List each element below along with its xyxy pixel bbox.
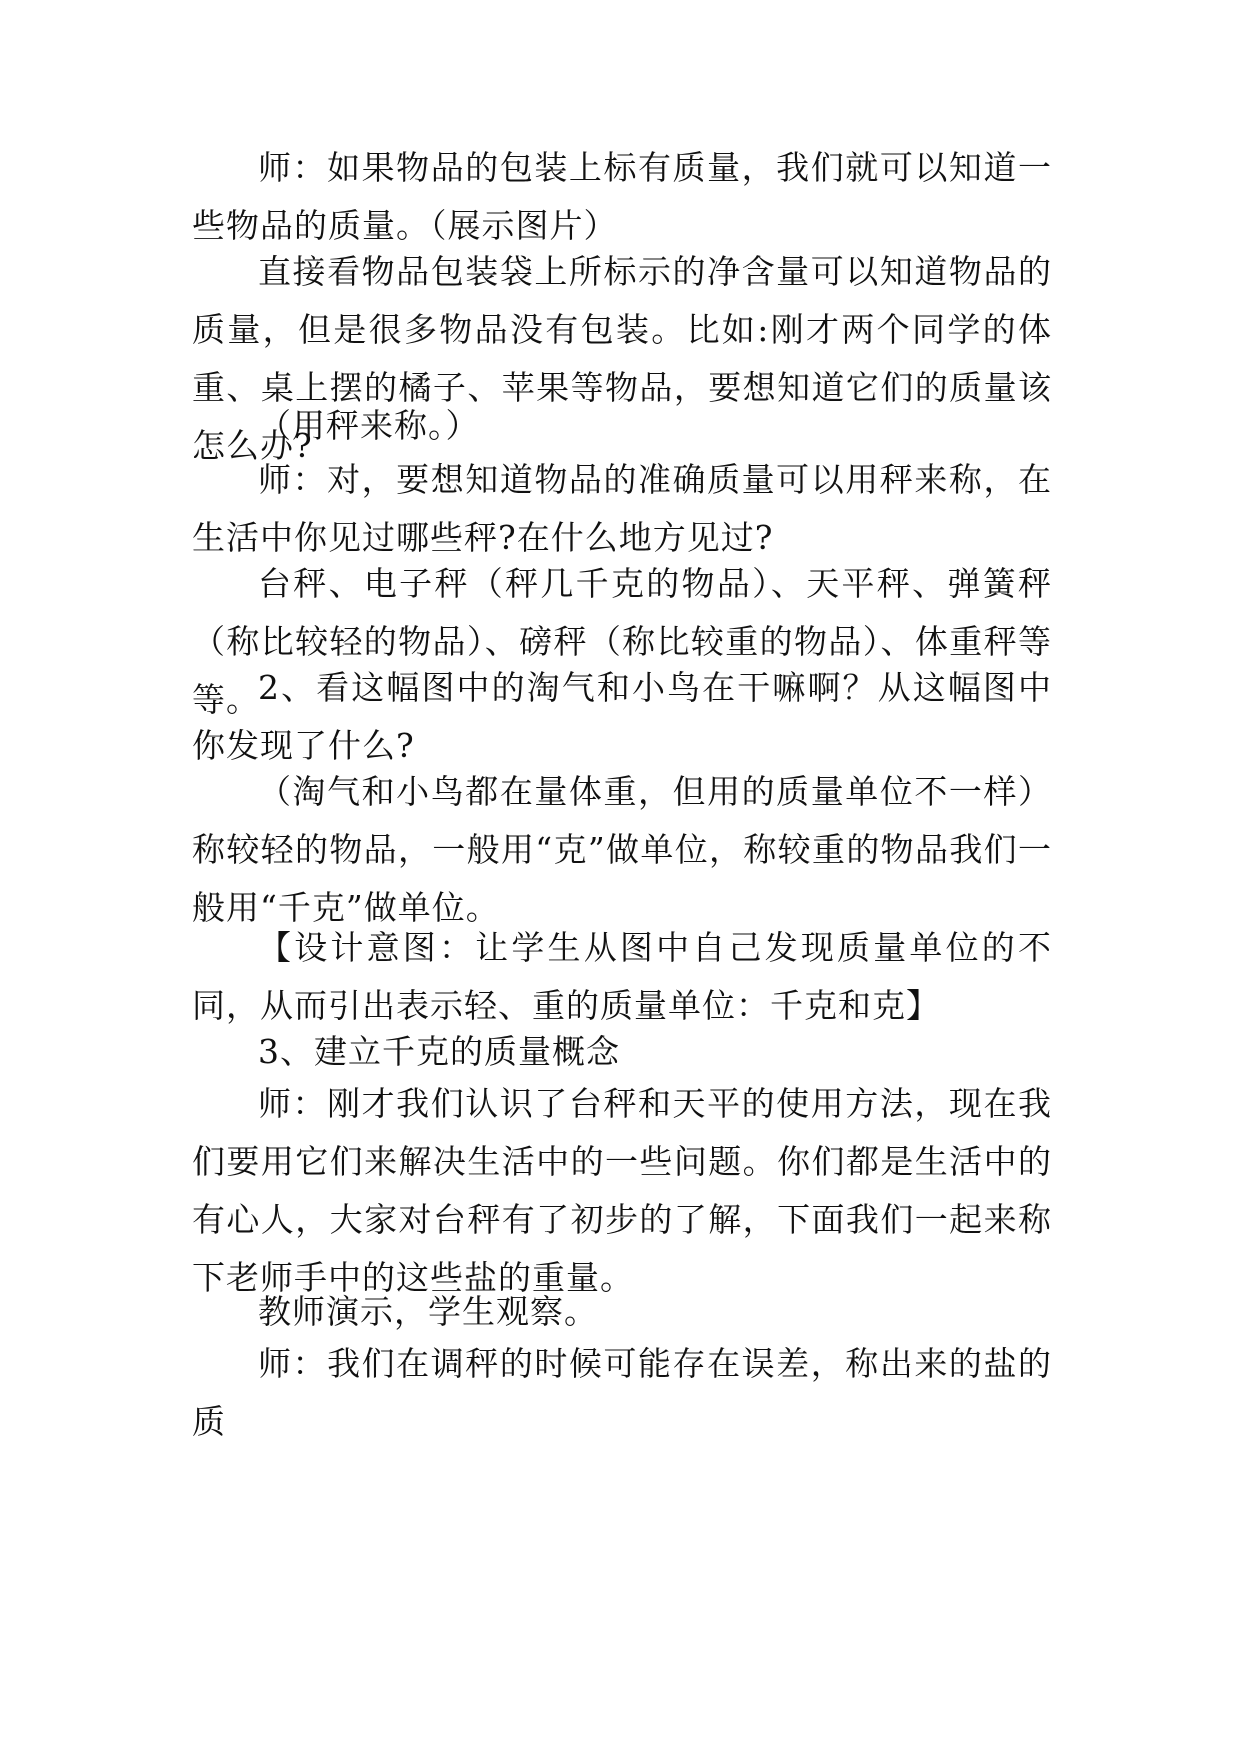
paragraph: 师：刚才我们认识了台秤和天平的使用方法，现在我们要用它们来解决生活中的一些问题。你们都是生活中的有心人，大家对台秤有了初步的了解，下面我们一起来称下老师手中的这些盐的重量。 (192, 1084, 1052, 1297)
paragraph: 2、看这幅图中的淘气和小鸟在干嘛啊？从这幅图中你发现了什么? (192, 668, 1052, 765)
paragraph: 师：如果物品的包装上标有质量，我们就可以知道一些物品的质量。（展示图片） (192, 148, 1052, 245)
paragraph: （用秤来称。） (258, 406, 480, 445)
paragraph: 直接看物品包装袋上所标示的净含量可以知道物品的质量，但是很多物品没有包装。比如:刚才两个同学的体重、桌上摆的橘子、苹果等物品，要想知道它们的质量该怎么办? (192, 252, 1052, 465)
paragraph: （淘气和小鸟都在量体重，但用的质量单位不一样）称较轻的物品，一般用“克”做单位，称较重的物品我们一般用“千克”做单位。 (192, 772, 1052, 927)
design-intent-note: 【设计意图：让学生从图中自己发现质量单位的不同，从而引出表示轻、重的质量单位：千克和克】 (192, 928, 1052, 1025)
paragraph: 教师演示，学生观察。 (258, 1292, 598, 1331)
paragraph: 师：对，要想知道物品的准确质量可以用秤来称，在生活中你见过哪些秤?在什么地方见过? (192, 460, 1052, 557)
paragraph: 师：我们在调秤的时候可能存在误差，称出来的盐的质 (192, 1344, 1052, 1441)
paragraph: 台秤、电子秤（秤几千克的物品）、天平秤、弹簧秤（称比较轻的物品）、磅秤（称比较重的物品）、体重秤等等。 (192, 564, 1052, 719)
section-heading: 3、建立千克的质量概念 (258, 1032, 620, 1071)
